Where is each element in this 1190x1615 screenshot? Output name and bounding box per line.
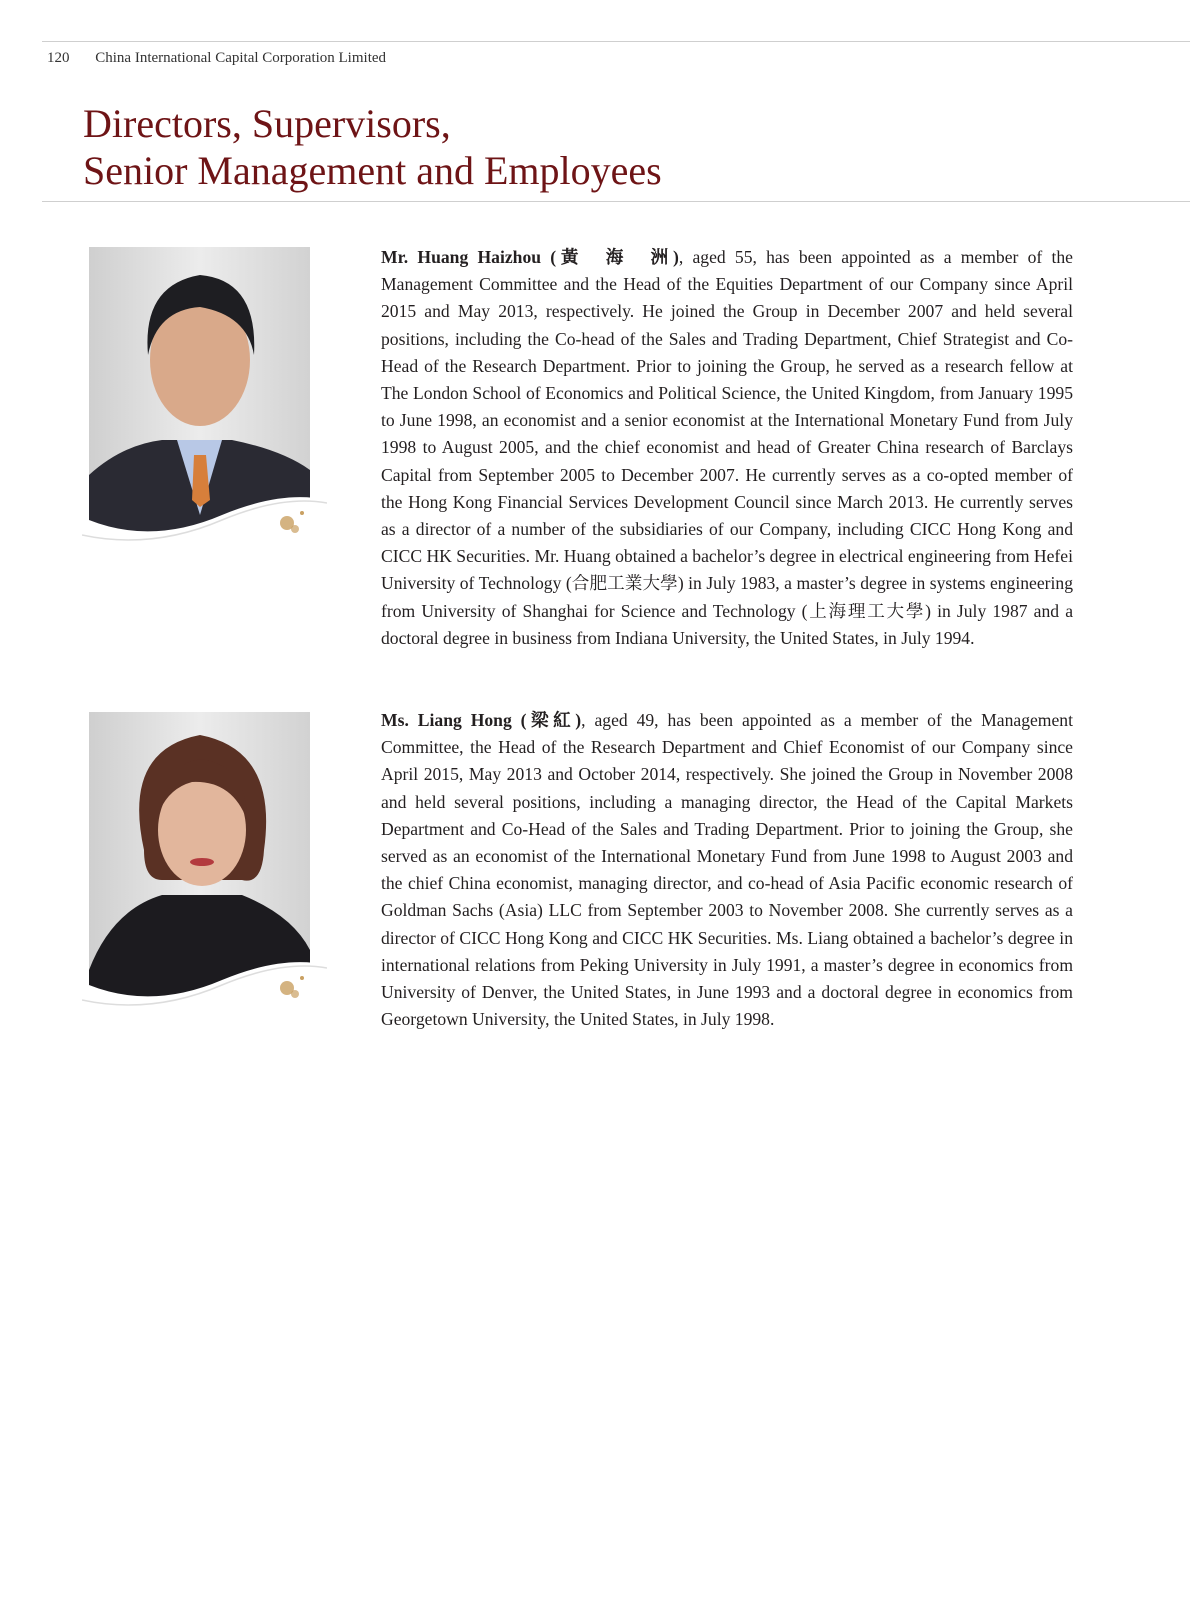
portrait-liang-hong	[82, 710, 327, 1010]
bio-name: Mr. Huang Haizhou (黃 海 洲)	[381, 247, 679, 267]
running-header	[47, 50, 386, 67]
top-rule	[42, 41, 1190, 42]
company-name: China International Capital Corporation Limited	[95, 50, 387, 66]
bio-liang-hong	[381, 707, 1073, 1033]
bio-name: Ms. Liang Hong (梁紅)	[381, 710, 582, 730]
portrait-huang-haizhou	[82, 245, 327, 545]
title-line-2: Senior Management and Employees	[83, 148, 662, 193]
bio-huang-haizhou	[381, 244, 1073, 652]
title-rule	[42, 201, 1190, 202]
title-line-1: Directors, Supervisors,	[83, 101, 451, 146]
page-title	[83, 100, 662, 194]
bio-text: , aged 49, has been appointed as a member of the Management Committee, the Head of the Research Department and Chief Economist of our Company since April 2015, May 2013 and October 2014, respectively. She joined the Group in November 2008 and held several positions, including a managing director, the Head of the Capital Markets Department and Co-Head of the Sales and Trading Department. Prior to joining the Group, she served as an economist of the International Monetary Fund from June 1998 to August 2003 and the chief China economist, managing director, and co-head of Asia Pacific economic research of Goldman Sachs (Asia) LLC from September 2003 to November 2008. She currently serves as a director of CICC Hong Kong and CICC HK Securities. Ms. Liang obtained a bachelor’s degree in international relations from Peking University in July 1991, a master’s degree in economics from University of Denver, the United States, in June 1993 and a doctoral degree in economics from Georgetown University, the United States, in July 1998.	[381, 710, 1073, 1030]
bio-text: , aged 55, has been appointed as a member of the Management Committee and the Head of the Equities Department of our Company since April 2015 and May 2013, respectively. He joined the Group in December 2007 and held several positions, including the Co-head of the Sales and Trading Department, Chief Strategist and Co-Head of the Research Department. Prior to joining the Group, he served as a research fellow at The London School of Economics and Political Science, the United Kingdom, from January 1995 to June 1998, an economist and a senior economist at the International Monetary Fund from July 1998 to August 2005, and the chief economist and head of Greater China research of Barclays Capital from September 2005 to December 2007. He currently serves as a co-opted member of the Hong Kong Financial Services Development Council since March 2013. He currently serves as a director of a number of the subsidiaries of our Company, including CICC Hong Kong and CICC HK Securities. Mr. Huang obtained a bachelor’s degree in electrical engineering from Hefei University of Technology (合肥工業大學) in July 1983, a master’s degree in systems engineering from University of Shanghai for Science and Technology (上海理工大學) in July 1987 and a doctoral degree in business from Indiana University, the United States, in July 1994.	[381, 247, 1073, 648]
page-number: 120	[47, 50, 70, 66]
